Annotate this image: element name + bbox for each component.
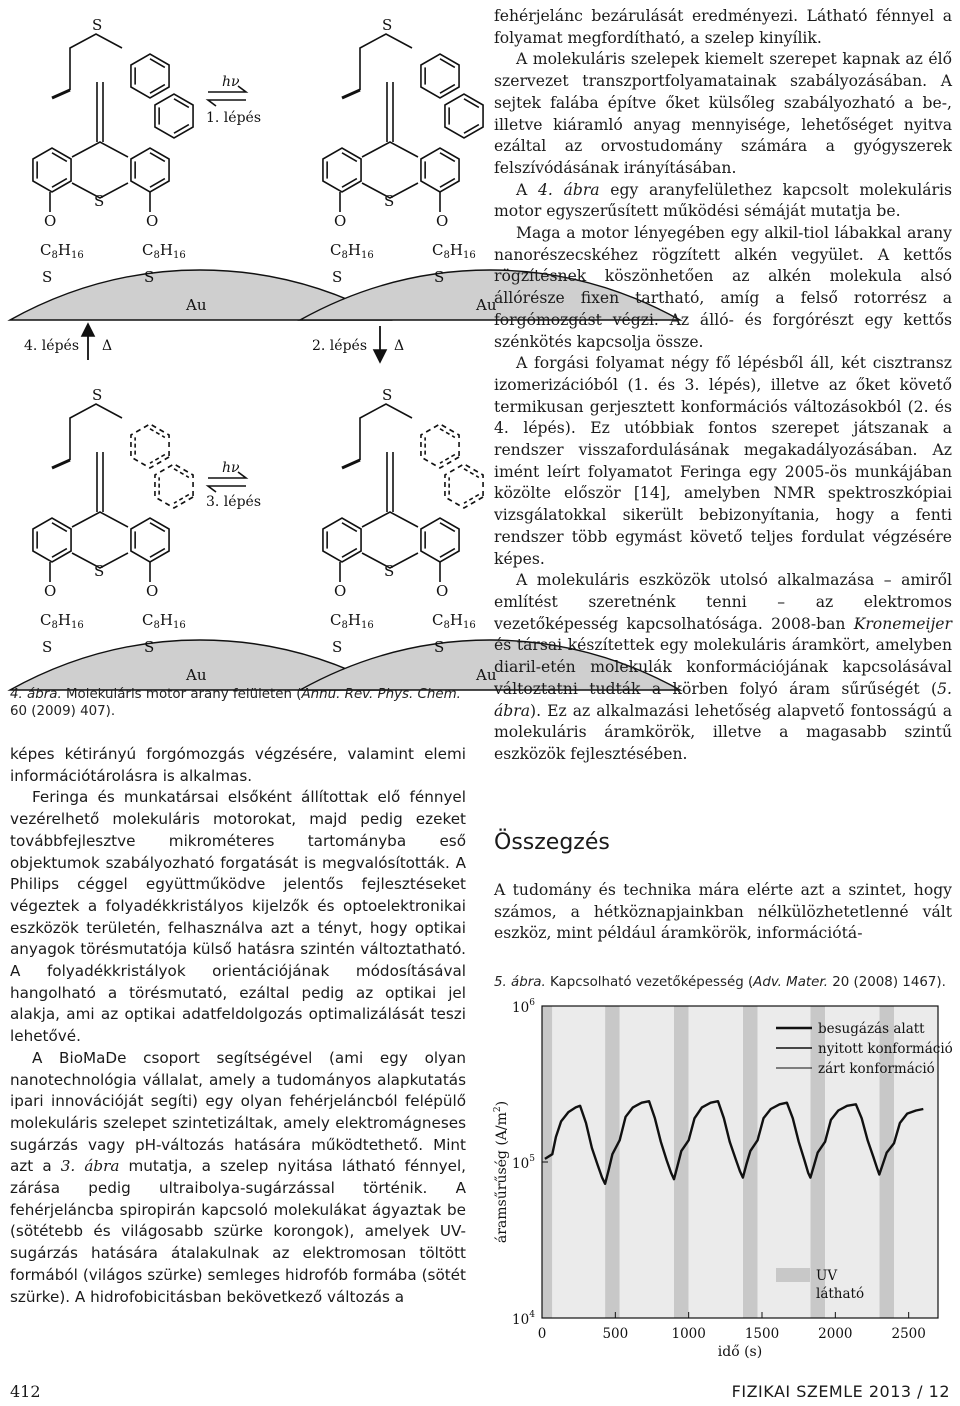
y-tick-label-2: $10^6$: [512, 998, 535, 1016]
figure4-caption-text: Molekuláris motor arany felületen (: [61, 687, 302, 702]
oxygen-left: O: [44, 212, 57, 230]
right-paragraph-6: A tudomány és technika mára elérte azt a szintet, hogy számos, a hétköznapjainkban nélkülözhetetlenné vált eszköz, mint például áramkörök, információtá-: [494, 881, 952, 943]
rotor-naphthyl-a-bond: [150, 85, 165, 94]
rotor-naphthyl-a-bond: [150, 59, 165, 68]
c8h16-label: $C_8H_{16}$: [432, 241, 476, 261]
stator-ring-right: [421, 148, 459, 192]
y-tick-label-1: $10^5$: [512, 1154, 535, 1172]
right-paragraph-1: A molekuláris szelepek kiemelt szerepet kapnak az élő szervezet transzportfolyamatainak szabályozásában. A sejtek falába építve őket külsőleg szabályozható a be-, illetve kiáramló anyag mennyisége, lehetőséget nyitva ezáltal az orvostudomány számára a gyógyszerek felszívódásának irányításában.: [494, 50, 952, 177]
legend-label-2: zárt konformáció: [818, 1061, 935, 1077]
figure5-caption-label: 5. ábra.: [494, 975, 546, 990]
stator-ring-right-bond: [150, 549, 165, 558]
stator-sulfur: S: [94, 192, 105, 210]
rotor-naphthyl-b: [445, 464, 483, 508]
rotor-naphthyl-a-outline: [421, 424, 459, 468]
stator-ring-left-outline: [33, 518, 71, 562]
rotor-naphthyl-b-bond: [174, 469, 189, 478]
step1-hv: hν: [222, 74, 240, 90]
step3-arrows: [206, 460, 261, 510]
x-tick-label-4: 2000: [818, 1326, 853, 1342]
thiol-s-left: S: [42, 638, 53, 656]
stator-ring-right-outline: [421, 148, 459, 192]
figure4-diagram: [0, 0, 497, 686]
legend-label-0: besugázás alatt: [818, 1021, 925, 1037]
rotor-naphthyl-a: [421, 424, 459, 468]
rotor-naphthyl-b: [445, 94, 483, 138]
figure4-caption-rest: 60 (2009) 407).: [10, 704, 116, 719]
stator-ring-left-outline: [323, 518, 361, 562]
right-paragraph-5: [494, 570, 952, 765]
c8h16-label: $C_8H_{16}$: [432, 611, 476, 631]
rotor-naphthyl-a-bond: [440, 85, 455, 94]
oxygen-left: O: [334, 212, 347, 230]
stator-ring-right-bond: [440, 549, 455, 558]
footer-page-number: 412: [10, 1382, 41, 1401]
figure5-chart: [486, 992, 956, 1372]
section-heading: Összegzés: [494, 830, 610, 855]
left-p2-b: mutatja, a szelep nyitása látható fénnyel, zárása pedig ultraibolya-sugárzással történik. A fehérjeláncba spiropirán kapcsoló molekulákat ágyaztak be (sötétebb és világosabb szürke korongok), amelyek UV-sugárzás hatására átalakulnak az elektromosan töltött formából (világos szürke) semleges hidrofób formába (sötét szürke). A hidrofobicitásban bekövetkező változás a: [10, 1157, 466, 1306]
right-paragraph-2: [494, 180, 952, 223]
right-paragraph-4: A forgási folyamat négy fő lépésből áll, két cisztransz izomerizációból (1. és 3. lépés), illetve az őket követő termikusan gerjesztett konformációs változásokból (2. és 4. lépés). Ez utóbbiak fontos szerepet játszanak a rendszer visszafordulásának megakadályozásában. Az imént leírt folyamatot Feringa egy 2005-ös munkájában közölte először [14], amelyben NMR spektroszkópiai vizsgálatokkal sikerült bebizonyítania, hogy a fenti rendszer több egymást követő teljes fordulat végzésére képes.: [494, 354, 952, 568]
step4-arrow: [24, 324, 112, 360]
left-p2-a: A BioMaDe csoport segítségével (ami egy olyan nanotechnológia vállalat, amely a tudományos alapkutatás ipari innovációját segíti) egy olyan fehérjeláncból felépülő molekuláris szelepet szintetizáltak, amely elektromágneses sugárzás vagy pH-változás hatására működtethető. Mint azt a: [10, 1048, 466, 1176]
stator-ring-left-outline: [33, 148, 71, 192]
thiol-s-right: S: [144, 638, 155, 656]
x-tick-label-2: 1000: [671, 1326, 706, 1342]
rotor-naphthyl-b: [155, 464, 193, 508]
stator-ring-left-bond: [342, 153, 357, 162]
stator-ring-left: [323, 148, 361, 192]
rotor-ring: [360, 34, 412, 90]
rotor-ring: [360, 404, 412, 460]
uv-band-2: [674, 1006, 689, 1318]
step1-arrows: [206, 74, 261, 126]
visible-band-2: [689, 1006, 743, 1318]
rotor-naphthyl-a-outline: [131, 54, 169, 98]
stator-ring-right-bond: [440, 179, 455, 188]
stator-sulfur: S: [384, 192, 395, 210]
rotor-naphthyl-a-bond: [440, 455, 455, 464]
c8h16-label: $C_8H_{16}$: [330, 241, 374, 261]
gold-label: Au: [476, 296, 497, 314]
footer-journal: [732, 1382, 950, 1401]
oxygen-right: O: [146, 582, 159, 600]
stator-ring-right-bond: [150, 179, 165, 188]
stator-ring-right-outline: [421, 518, 459, 562]
step2-label: 2. lépés: [312, 338, 368, 354]
thiol-s-right: S: [434, 268, 445, 286]
rotor-naphthyl-a-bond: [440, 59, 455, 68]
step2-arrow: [312, 326, 404, 362]
band-legend-label-1: látható: [816, 1286, 865, 1302]
rotor-naphthyl-b-bond: [464, 99, 479, 108]
visible-band-1: [620, 1006, 674, 1318]
stator-top: [362, 142, 418, 157]
rotor-naphthyl-b-bond: [174, 495, 189, 504]
x-tick-label-0: 0: [537, 1326, 547, 1342]
stator-ring-right-bond: [150, 523, 165, 532]
stator-ring-right-bond: [440, 153, 455, 162]
rotor-methyl: [52, 90, 70, 98]
stator-ring-left-bond: [52, 179, 67, 188]
right-p5-a: A molekuláris eszközök utolsó alkalmazása – amiről említést szeretnénk tenni – az elektromos vezetőképesség kapcsolhatósága. 2008-ban: [494, 571, 952, 633]
stator-ring-right: [131, 518, 169, 562]
oxygen-left: O: [334, 582, 347, 600]
rotor-naphthyl-a-outline: [131, 424, 169, 468]
legend-label-1: nyitott konformáció: [818, 1041, 953, 1057]
rotor-ring: [70, 404, 122, 460]
stator-ring-left: [33, 148, 71, 192]
x-tick-label-5: 2500: [891, 1326, 926, 1342]
step4-delta: Δ: [102, 338, 113, 354]
stator-ring-left-bond: [342, 523, 357, 532]
footer-journal-name: FIZIKAI SZEMLE: [731, 1382, 864, 1401]
c8h16-label: $C_8H_{16}$: [40, 611, 84, 631]
stator-ring-right-outline: [131, 148, 169, 192]
rotor-naphthyl-a-bond: [150, 455, 165, 464]
rotor-naphthyl-b-bond: [174, 125, 189, 134]
rotor-sulfur: S: [382, 386, 393, 404]
left-paragraph-0: képes kétirányú forgómozgás végzésére, valamint elemi információtárolásra is alkalmas.: [10, 745, 466, 785]
stator-ring-left-bond: [342, 179, 357, 188]
rotor-naphthyl-a-outline: [421, 54, 459, 98]
rotor-methyl: [342, 460, 360, 468]
oxygen-right: O: [436, 212, 449, 230]
step4-label: 4. lépés: [24, 338, 80, 354]
rotor-naphthyl-b: [155, 94, 193, 138]
stator-ring-right: [421, 518, 459, 562]
right-paragraph-0: fehérjelánc bezárulását eredményezi. Látható fénnyel a folyamat megfordítható, a szelep kinyílik.: [494, 7, 952, 47]
thiol-s-left: S: [42, 268, 53, 286]
rotor-naphthyl-b-bond: [464, 125, 479, 134]
uv-band-1: [605, 1006, 620, 1318]
stator-ring-left-bond: [52, 153, 67, 162]
right-p5-c: ). Ez az alkalmazási lehetőség alapvető fontosságú a molekuláris áramkörök, illetve a magasabb szintű eszközök fejlesztésében.: [494, 701, 952, 763]
rotor-sulfur: S: [382, 16, 393, 34]
stator-ring-left: [33, 518, 71, 562]
left-p2-ref[interactable]: 3. ábra: [60, 1157, 120, 1176]
band-legend-label-0: UV: [816, 1268, 838, 1284]
x-tick-label-3: 1500: [744, 1326, 780, 1342]
left-paragraph-1: Feringa és munkatársai elsőként állítottak elő fénnyel vezérelhető molekuláris motorokat, majd pedig ezeket továbbfejlesztve mikrométeres tartományba eső objektumok szabályozható forgatását is megvalósították. A Philips céggel együttműködve jelentős fejlesztéseket végeztek a folyadékkristályos kijelzők és optoelektronikai eszközök területén, felhasználva azt a tényt, hogy optikai anyagok törésmutatója külső hatásra szintén változtatható. A folyadékkristályok orientációjának módosításával hangolható a törésmutató, ezáltal pedig az optikai jel alakja, ami az optikai adatfeldolgozás optimalizálását teszi lehetővé.: [10, 788, 466, 1046]
stator-ring-left-bond: [342, 549, 357, 558]
gold-label: Au: [476, 666, 497, 684]
right-p5-ref[interactable]: 5. ábra: [494, 679, 952, 720]
stator-sulfur: S: [384, 562, 395, 580]
stator-ring-left-outline: [323, 148, 361, 192]
rotor-sulfur: S: [92, 16, 103, 34]
figure5-caption-rest: 20 (2008) 1467).: [827, 975, 946, 990]
rotor-naphthyl-b-outline: [155, 94, 193, 138]
stator-ring-left-bond: [52, 549, 67, 558]
arrow-back: [208, 486, 246, 492]
figure5-caption-journal: Adv. Mater.: [753, 975, 828, 990]
right-column: [494, 6, 952, 766]
stator-top: [72, 512, 128, 527]
c8h16-label: $C_8H_{16}$: [40, 241, 84, 261]
figure4-caption: [10, 686, 470, 720]
arrow-back: [208, 100, 246, 106]
stator-sulfur: S: [94, 562, 105, 580]
figure5-caption: [494, 974, 954, 991]
c8h16-label: $C_8H_{16}$: [330, 611, 374, 631]
stator-ring-right-outline: [131, 518, 169, 562]
stator-top: [72, 142, 128, 157]
uv-band-3: [743, 1006, 758, 1318]
oxygen-right: O: [436, 582, 449, 600]
rotor-naphthyl-b-outline: [155, 464, 193, 508]
figure4-caption-journal: Annu. Rev. Phys. Chem.: [301, 687, 461, 702]
rotor-naphthyl-b-bond: [464, 469, 479, 478]
stator-ring-right-bond: [440, 523, 455, 532]
rotor-naphthyl-b-outline: [445, 94, 483, 138]
stator-ring-right-bond: [150, 153, 165, 162]
rotor-naphthyl-a: [131, 424, 169, 468]
rotor-naphthyl-b-outline: [445, 464, 483, 508]
rotor-sulfur: S: [92, 386, 103, 404]
gold-label: Au: [186, 296, 207, 314]
band-legend-swatch-1: [776, 1286, 810, 1300]
rotor-methyl: [342, 90, 360, 98]
rotor-naphthyl-a: [131, 54, 169, 98]
stator-top: [362, 512, 418, 527]
rotor-naphthyl-b-bond: [174, 99, 189, 108]
rotor-naphthyl-a-bond: [150, 429, 165, 438]
right-column-summary: [494, 880, 952, 945]
figure5-caption-text: Kapcsolható vezetőképesség (: [545, 975, 754, 990]
rotor-naphthyl-a: [421, 54, 459, 98]
footer-issue: 2013 / 12: [863, 1382, 950, 1401]
band-legend-swatch-0: [776, 1268, 810, 1282]
stator-ring-left: [323, 518, 361, 562]
step1-label: 1. lépés: [206, 110, 262, 126]
arrow-head: [374, 350, 386, 362]
figure4-caption-label: 4. ábra.: [10, 687, 62, 702]
left-column: [10, 744, 466, 1308]
c8h16-label: $C_8H_{16}$: [142, 611, 186, 631]
thiol-s-right: S: [434, 638, 445, 656]
right-p2-ref[interactable]: 4. ábra: [537, 180, 600, 199]
step3-hv: hν: [222, 460, 240, 476]
rotor-naphthyl-b-bond: [464, 495, 479, 504]
thiol-s-left: S: [332, 638, 343, 656]
right-p5-name: Kronemeijer: [853, 614, 952, 633]
arrow-head: [82, 324, 94, 336]
rotor-methyl: [52, 460, 70, 468]
rotor-ring: [70, 34, 122, 90]
step2-delta: Δ: [394, 338, 405, 354]
right-p2-a: A: [516, 180, 538, 199]
x-tick-label-1: 500: [602, 1326, 629, 1342]
right-paragraph-3: Maga a motor lényegében egy alkil-tiol lábakkal arany nanorészecskéhez rögzített alkén vegyület. A kettős rögzítésnek köszönhetően az alkén molekula alsó állórésze fixen tartható, amíg a felső rotorrész a forgómozgást végzi. Az álló- és forgórészt egy kettős szénkötés kapcsolja össze.: [494, 224, 952, 351]
right-p5-b: és társai készítettek egy molekuláris áramkört, amelyben diaril-etén molekulák konformációjának kapcsolásával változtatni tudták a körben folyó áram sűrűségét (: [494, 636, 952, 698]
step3-label: 3. lépés: [206, 494, 262, 510]
gold-label: Au: [186, 666, 207, 684]
rotor-naphthyl-a-bond: [440, 429, 455, 438]
x-axis-label: idő (s): [717, 1344, 763, 1360]
stator-ring-left-bond: [52, 523, 67, 532]
thiol-s-left: S: [332, 268, 343, 286]
y-tick-label-0: $10^4$: [512, 1310, 535, 1328]
stator-ring-right: [131, 148, 169, 192]
oxygen-right: O: [146, 212, 159, 230]
left-paragraph-2: [10, 1048, 466, 1308]
oxygen-left: O: [44, 582, 57, 600]
c8h16-label: $C_8H_{16}$: [142, 241, 186, 261]
right-p2-b: egy aranyfelülethez kapcsolt molekuláris motor egyszerűsített működési sémáját mutatja be.: [494, 180, 953, 221]
thiol-s-right: S: [144, 268, 155, 286]
y-axis-label: áramsűrűség $(A/m^2)$: [493, 1100, 510, 1244]
